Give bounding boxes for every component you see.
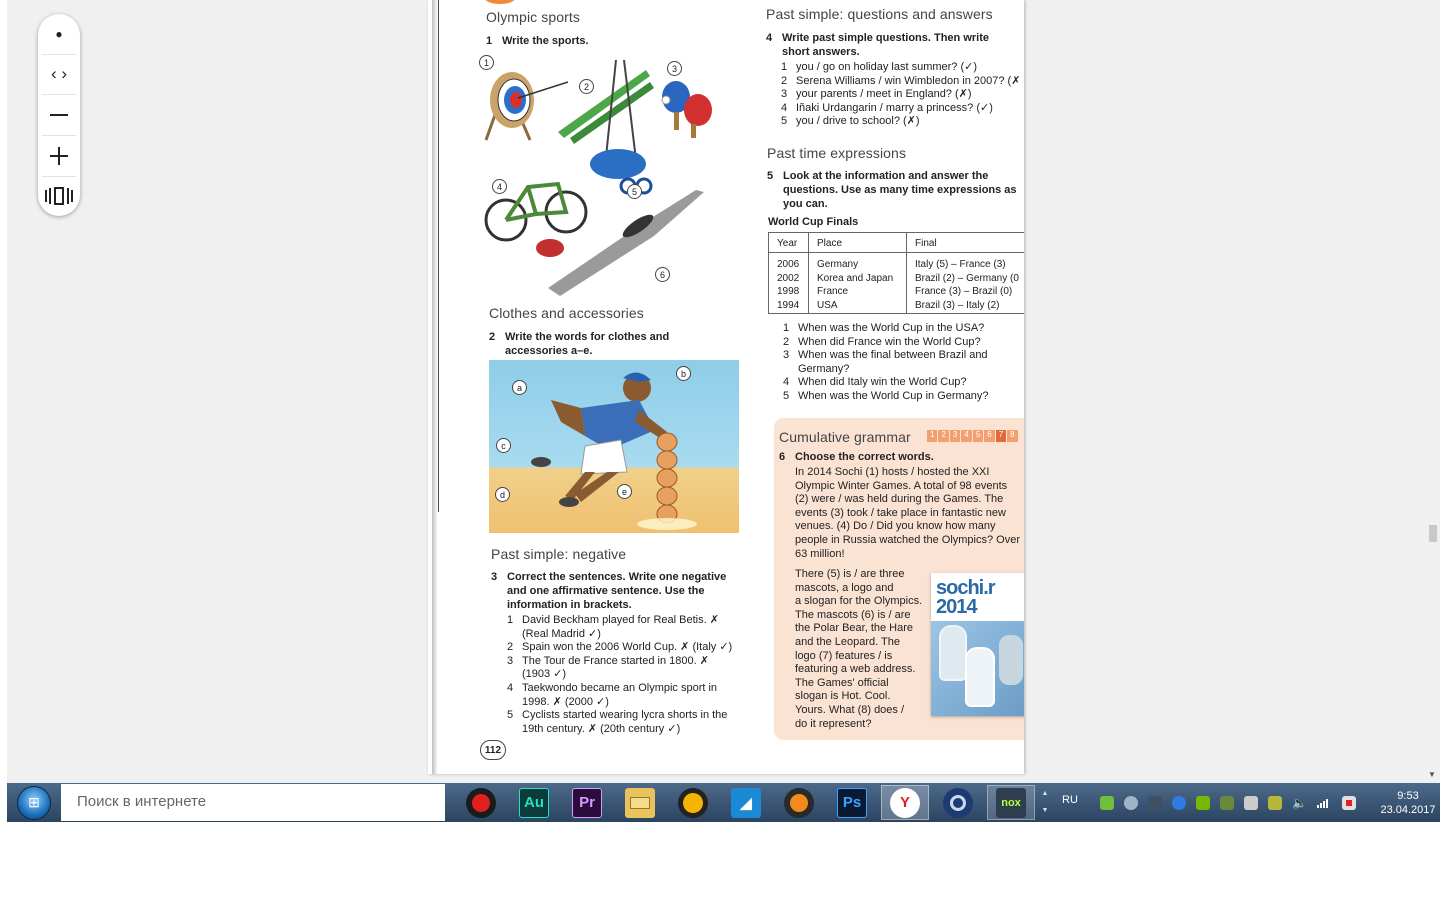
taskbar-app-active[interactable] [881, 785, 929, 820]
dot-button[interactable] [38, 14, 80, 54]
task-text-line: Correct the sentences. Write one negative [507, 571, 727, 583]
swimming-gear-image [590, 149, 651, 193]
taskbar-app[interactable] [510, 785, 558, 820]
clothes-heading: Clothes and accessories [489, 305, 644, 321]
premiere-app-icon: Pr [572, 788, 602, 818]
scroll-down-arrow-icon[interactable]: ▼ [1428, 770, 1436, 779]
final-column [907, 233, 1024, 313]
task-number: 2 [489, 331, 496, 343]
task-text: Choose the correct words. [795, 451, 934, 463]
bicycle-image [486, 184, 586, 257]
list-item: 5 When was the World Cup in Germany? [783, 389, 989, 402]
time-expressions-heading: Past time expressions [767, 145, 907, 161]
list-item: 4 Iñaki Urdangarin / marry a princess? (✓) [781, 101, 993, 114]
negative-heading: Past simple: negative [491, 546, 627, 562]
list-item: 3 your parents / meet in England? (✗) [781, 88, 972, 101]
scrollbar-thumb[interactable] [1429, 525, 1437, 542]
taskbar-app[interactable] [457, 785, 505, 820]
taskbar-app[interactable] [563, 785, 611, 820]
callout-6: 6 [655, 267, 670, 282]
action-center-flag-icon[interactable] [1342, 796, 1356, 810]
taskbar-app[interactable] [934, 785, 982, 820]
callout-5: 5 [627, 184, 642, 199]
column-header: Place [809, 233, 906, 253]
archery-target-image [486, 72, 568, 140]
vertical-scrollbar[interactable] [1426, 0, 1440, 783]
column-header: Year [769, 233, 808, 253]
task-1 [486, 34, 726, 48]
task-6 [779, 450, 1019, 464]
taskbar-clock[interactable] [1372, 789, 1440, 817]
task-number: 1 [486, 35, 493, 47]
chevron-left-right-icon: ‹ › [50, 64, 68, 83]
task-3 [491, 570, 751, 612]
media-app-icon [466, 788, 496, 818]
cumulative-paragraph-1: In 2014 Sochi (1) hosts / hosted the XXI Olympic Winter Games. A total of 98 events (2) were / was held during the Games. The events (3) took / take place in fantastic new venues. (4) Do / Did you know how many people in Russia watched the Olympics? Over 63 million! [795, 466, 1020, 560]
list-item: 1 David Beckham played for Real Betis. ✗ (Real Madrid ✓) [507, 614, 719, 640]
top-orange-mark [484, 0, 516, 4]
task-2 [489, 330, 749, 358]
world-cup-table [768, 232, 1024, 314]
task-text-line: Write past simple questions. Then write [782, 32, 990, 44]
place-cells: Germany Korea and Japan France USA [817, 259, 894, 311]
callout-e: e [617, 484, 632, 499]
task-number: 3 [491, 571, 498, 583]
sports-illustration [478, 52, 728, 302]
list-item: 2 Spain won the 2006 World Cup. ✗ (Italy ✓) [507, 641, 733, 654]
list-item: 2 When did France win the World Cup? [783, 335, 981, 348]
steam-icon[interactable] [1124, 796, 1138, 810]
stacked-balls [657, 433, 677, 523]
start-button[interactable] [13, 784, 55, 821]
final-cells: Italy (5) – France (3) Brazil (2) – Germany (0 France (3) – Brazil (0) Brazil (3) – Italy (2) [915, 259, 1019, 311]
task-4 [766, 31, 1024, 59]
world-cup-questions [783, 322, 1023, 404]
desktop-blank-area [0, 822, 1440, 900]
flstudio-app-icon [784, 788, 814, 818]
taskbar-app[interactable] [722, 785, 770, 820]
year-column [769, 233, 809, 313]
sochi-logo-year: 2014 [936, 596, 977, 618]
qa-list [781, 61, 1024, 129]
network-icon[interactable] [1316, 796, 1330, 810]
task-text-line: accessories a–e. [505, 345, 593, 357]
viewer-toolbar [38, 14, 80, 216]
list-item: 3 The Tour de France started in 1800. ✗ (1903 ✓) [507, 654, 709, 681]
taskbar-app-active[interactable] [987, 785, 1035, 820]
olympic-sports-heading: Olympic sports [486, 9, 580, 25]
cumulative-heading: Cumulative grammar [779, 429, 911, 445]
headphones-app-icon [678, 788, 708, 818]
dot-icon: ● [55, 27, 63, 41]
system-tray [1041, 783, 1440, 822]
unit-badges: 1 2 3 4 5 6 7 8 [927, 430, 1018, 442]
place-column [809, 233, 907, 313]
task-text-line: Look at the information and answer the [783, 170, 989, 182]
plus-icon [50, 147, 68, 165]
callout-3: 3 [667, 61, 682, 76]
list-item: 2 Serena Williams / win Wimbledon in 2007? (✗ [781, 74, 1021, 87]
taskbar-app[interactable] [775, 785, 823, 820]
list-item: 4 Taekwondo became an Olympic sport in 1998. ✗ (2000 ✓) [507, 681, 718, 708]
minus-icon [50, 114, 68, 116]
tray-app-icon[interactable] [1268, 796, 1282, 810]
qa-heading: Past simple: questions and answers [766, 6, 993, 22]
tray-scroll-arrows-icon[interactable]: ▲ ▼ [1041, 790, 1049, 814]
taskbar-app[interactable] [669, 785, 717, 820]
nvidia-icon[interactable] [1196, 796, 1210, 810]
list-item: 5 Cyclists started wearing lycra shorts in the 19th century. ✗ (20th century ✓) [507, 709, 728, 735]
task-text: Write the sports. [502, 35, 589, 47]
photoshop-app-icon: Ps [837, 788, 867, 818]
list-item: 5 you / drive to school? (✗) [781, 115, 920, 128]
taskbar-search-input[interactable]: Поиск в интернете [61, 784, 445, 821]
list-item: 4 When did Italy win the World Cup? [783, 376, 967, 389]
zoom-in-button[interactable] [38, 136, 80, 176]
task-text-line: information in brackets. [507, 599, 632, 611]
callout-2: 2 [579, 79, 594, 94]
task-5 [767, 169, 1024, 211]
negative-list [507, 614, 757, 736]
task-number: 4 [766, 32, 773, 44]
volume-icon[interactable]: 🔈 [1292, 796, 1307, 810]
task-number: 6 [779, 451, 786, 463]
task-number: 5 [767, 170, 774, 182]
list-item: 1 When was the World Cup in the USA? [783, 322, 985, 334]
audition-app-icon: Au [519, 788, 549, 818]
windows-taskbar [7, 783, 1440, 822]
fit-page-icon [45, 187, 73, 205]
taskbar-app[interactable] [828, 785, 876, 820]
task-text-line: questions. Use as many time expressions as [783, 184, 1017, 196]
fit-page-button[interactable] [38, 176, 80, 216]
task-text-line: you can. [783, 198, 828, 210]
skiing-image [558, 60, 654, 160]
task-text-line: short answers. [782, 46, 860, 58]
page-edge-line [438, 0, 439, 512]
prev-next-button[interactable] [38, 54, 80, 94]
table-tennis-image [662, 81, 712, 138]
callout-c: c [496, 438, 511, 453]
tray-app-icon[interactable] [1100, 796, 1114, 810]
cinema4d-app-icon [943, 788, 973, 818]
document-viewer [7, 0, 1440, 783]
task-text-line: and one affirmative sentence. Use the [507, 585, 705, 597]
folder-icon [625, 788, 655, 818]
callout-b: b [676, 366, 691, 381]
task-text-line: Write the words for clothes and [505, 331, 670, 343]
table-title: World Cup Finals [768, 216, 859, 228]
kayak-image [548, 190, 704, 296]
callout-1: 1 [479, 55, 494, 70]
language-indicator[interactable]: RU [1062, 794, 1078, 806]
flag-tray-icon[interactable] [1220, 796, 1234, 810]
zoom-out-button[interactable] [38, 95, 80, 135]
callout-4: 4 [492, 179, 507, 194]
sochi-logo: sochi.r [936, 577, 995, 599]
page-number: 112 [480, 740, 506, 760]
year-cells: 2006 2002 1998 1994 [777, 259, 800, 311]
textbook-page [428, 0, 1024, 774]
clock-date: 23.04.2017 [1380, 804, 1436, 816]
nox-player-icon: nox [996, 788, 1026, 818]
clock-time: 9:53 [1397, 790, 1419, 802]
callout-a: a [512, 380, 527, 395]
list-item: 3 When was the final between Brazil and Germany? [783, 349, 988, 375]
usb-icon[interactable] [1244, 796, 1258, 810]
cumulative-paragraph-2: There (5) is / are three mascots, a logo and a slogan for the Olympics. The mascots (6) is / are the Polar Bear, the Hare and the Leopard. The logo (7) features / is featuring a web address. The Games' official slogan is Hot. Cool. Yours. What (8) does / do it represent? [795, 568, 923, 730]
sochi-mascots-image [931, 573, 1024, 716]
windows-logo-icon: ⊞ [17, 786, 51, 820]
list-item: 1 you / go on holiday last summer? (✓) [781, 61, 978, 73]
column-header: Final [907, 233, 1024, 253]
movavi-app-icon: ◢ [731, 788, 761, 818]
callout-d: d [495, 487, 510, 502]
yandex-browser-icon: Y [890, 788, 920, 818]
taskbar-app[interactable] [616, 785, 664, 820]
nox-tray-icon[interactable] [1148, 796, 1162, 810]
lightning-icon[interactable] [1172, 796, 1186, 810]
